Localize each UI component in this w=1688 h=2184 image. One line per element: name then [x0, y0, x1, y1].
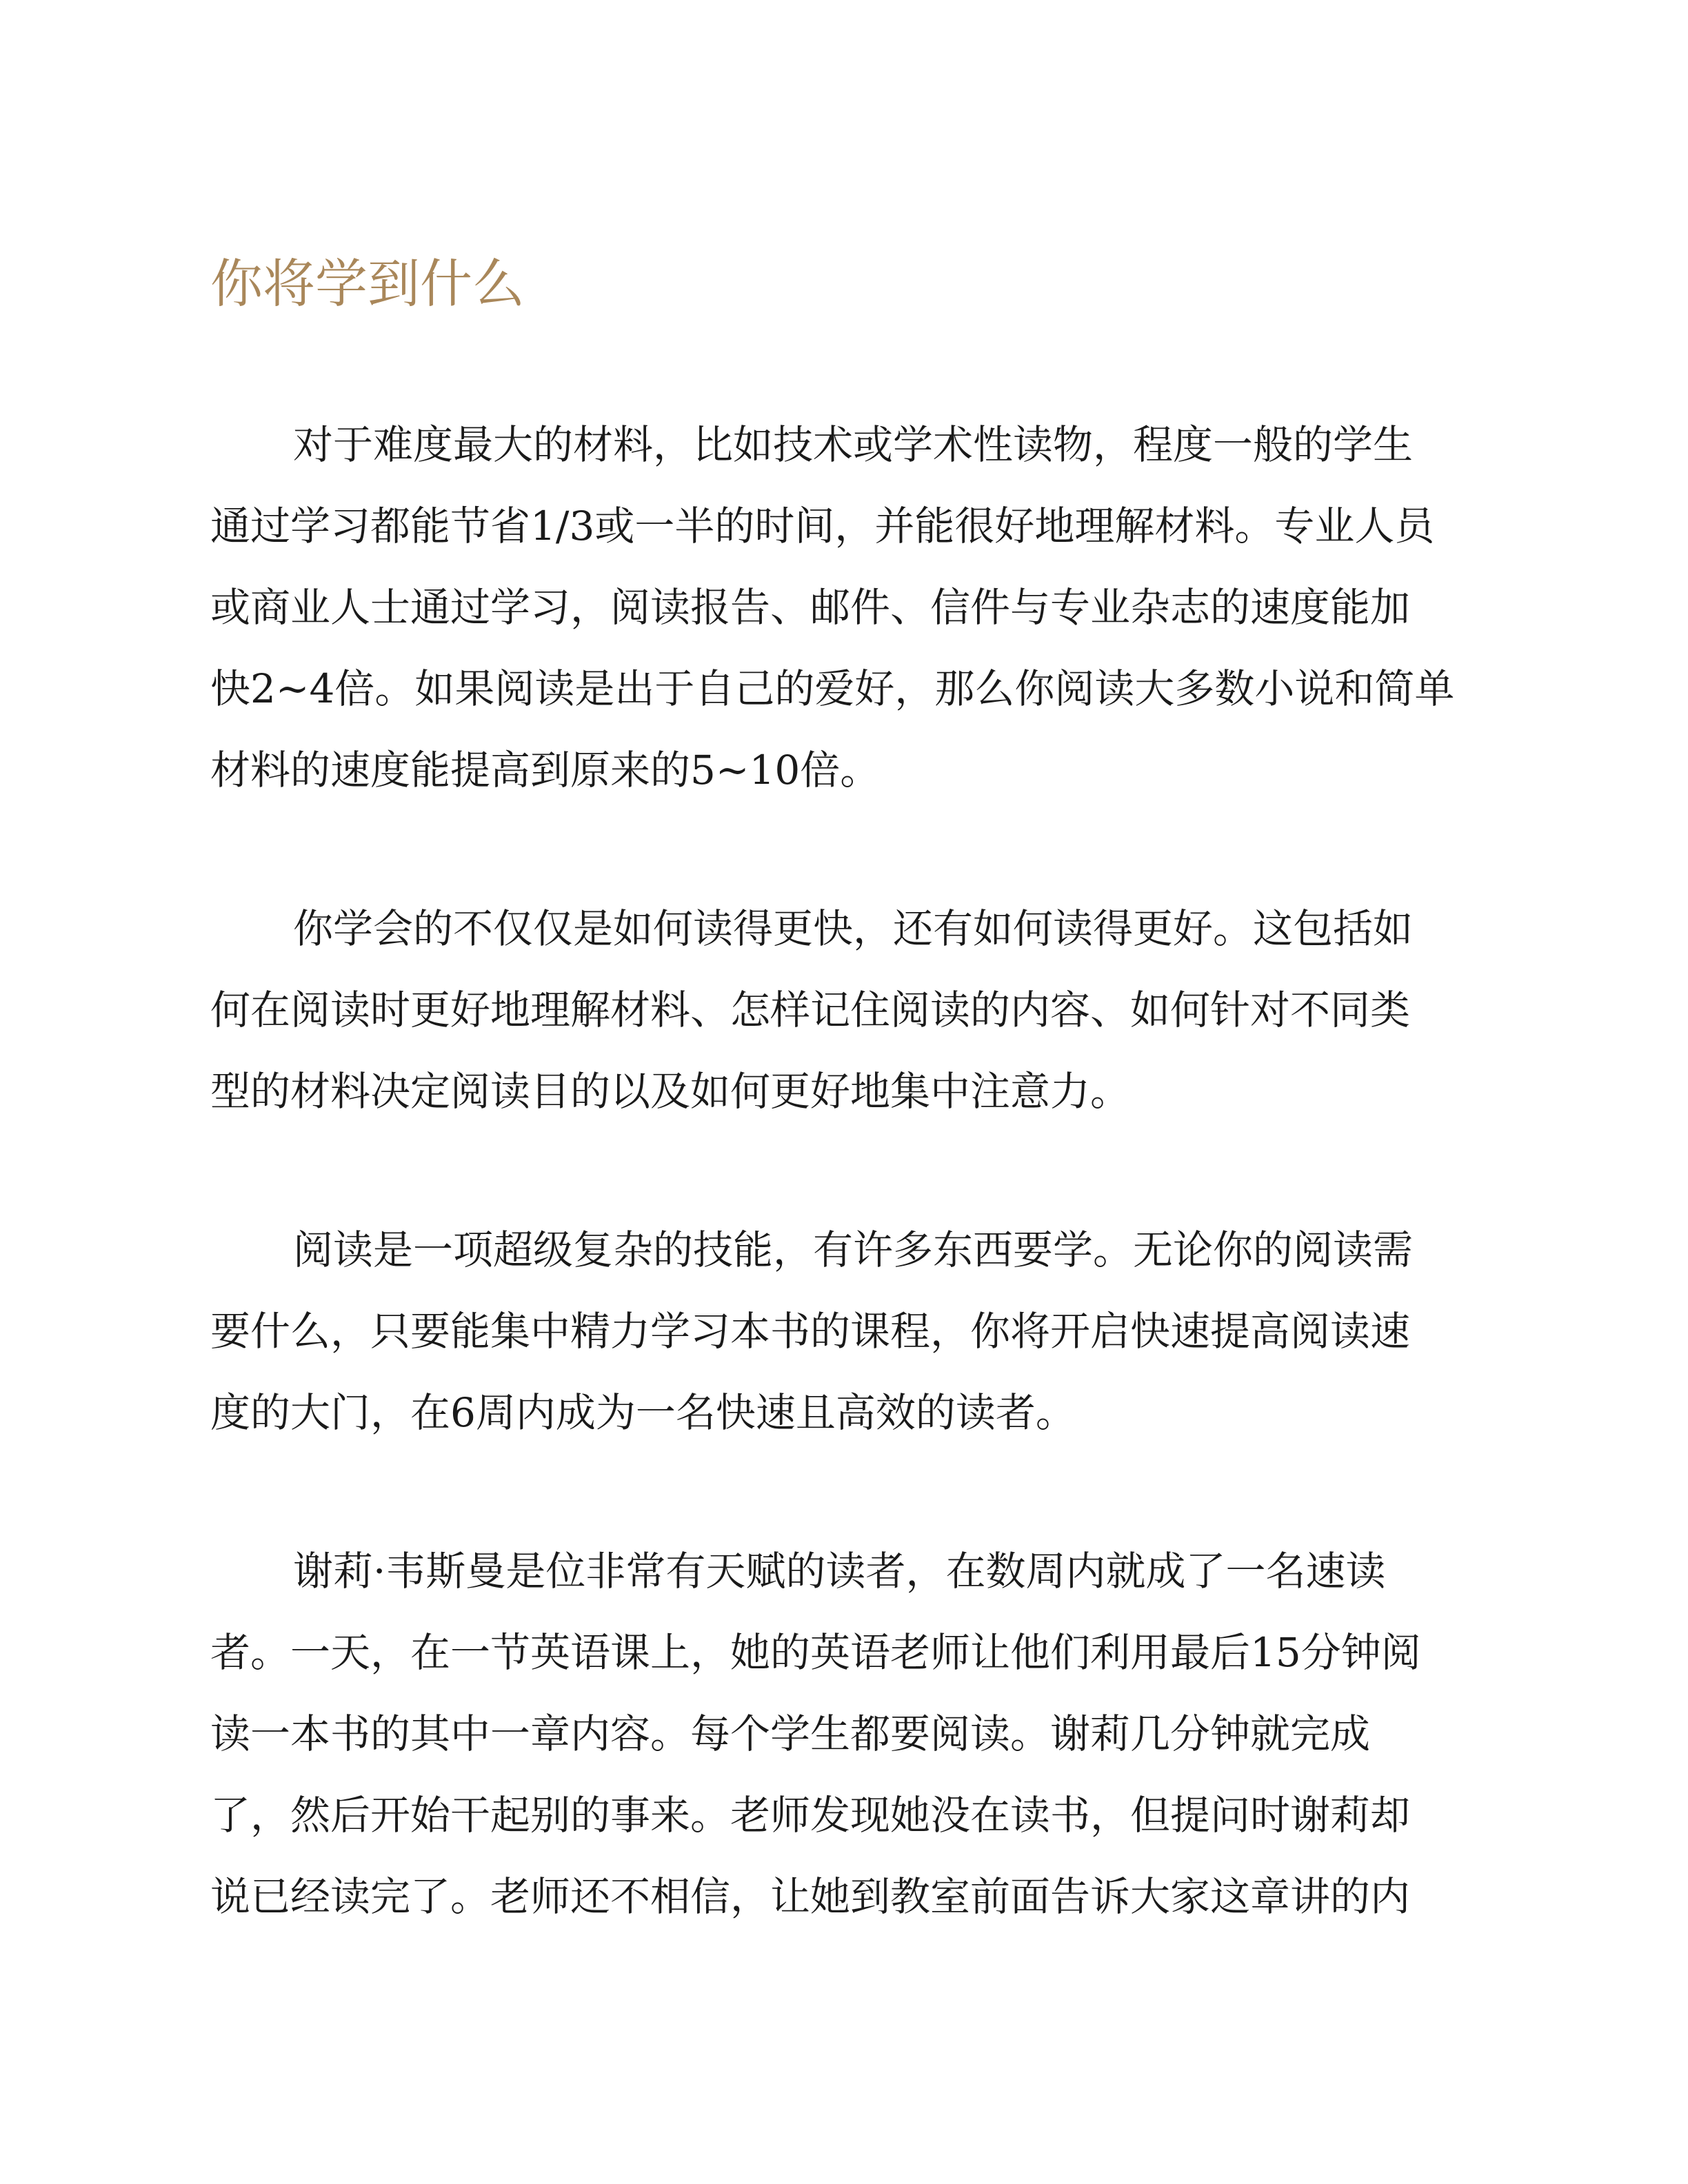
- paragraph-line: 何在阅读时更好地理解材料、怎样记住阅读的内容、如何针对不同类: [210, 987, 1411, 1033]
- paragraph-line: 通过学习都能节省1/3或一半的时间，并能很好地理解材料。专业人员: [210, 503, 1435, 549]
- paragraph-line: 你学会的不仅仅是如何读得更快，还有如何读得更好。这包括如: [293, 905, 1414, 952]
- paragraph-line: 要什么，只要能集中精力学习本书的课程，你将开启快速提高阅读速: [210, 1308, 1411, 1355]
- paragraph-1: [210, 404, 1465, 811]
- paragraph-line: 谢莉·韦斯曼是位非常有天赋的读者，在数周内就成了一名速读: [293, 1548, 1386, 1595]
- paragraph-line: 者。一天，在一节英语课上，她的英语老师让他们利用最后15分钟阅: [210, 1629, 1421, 1676]
- paragraph-line: 对于难度最大的材料，比如技术或学术性读物，程度一般的学生: [293, 421, 1414, 468]
- paragraph-line: 快2~4倍。如果阅读是出于自己的爱好，那么你阅读大多数小说和简单: [210, 665, 1455, 712]
- paragraph-2: [210, 888, 1465, 1132]
- paragraph-3: [210, 1209, 1465, 1453]
- section-heading: 你将学到什么: [210, 253, 525, 314]
- paragraph-line: 或商业人士通过学习，阅读报告、邮件、信件与专业杂志的速度能加: [210, 584, 1411, 631]
- paragraph-line: 读一本书的其中一章内容。每个学生都要阅读。谢莉几分钟就完成: [210, 1710, 1371, 1757]
- paragraph-line: 阅读是一项超级复杂的技能，有许多东西要学。无论你的阅读需: [293, 1226, 1414, 1273]
- paragraph-line: 材料的速度能提高到原来的5~10倍。: [210, 747, 881, 793]
- paragraph-line: 了，然后开始干起别的事来。老师发现她没在读书，但提问时谢莉却: [210, 1792, 1411, 1839]
- paragraph-line: 说已经读完了。老师还不相信，让她到教室前面告诉大家这章讲的内: [210, 1873, 1411, 1920]
- paragraph-line: 度的大门，在6周内成为一名快速且高效的读者。: [210, 1389, 1076, 1436]
- paragraph-4: [210, 1530, 1465, 1937]
- paragraph-line: 型的材料决定阅读目的以及如何更好地集中注意力。: [210, 1068, 1131, 1115]
- body-text: [210, 404, 1465, 2014]
